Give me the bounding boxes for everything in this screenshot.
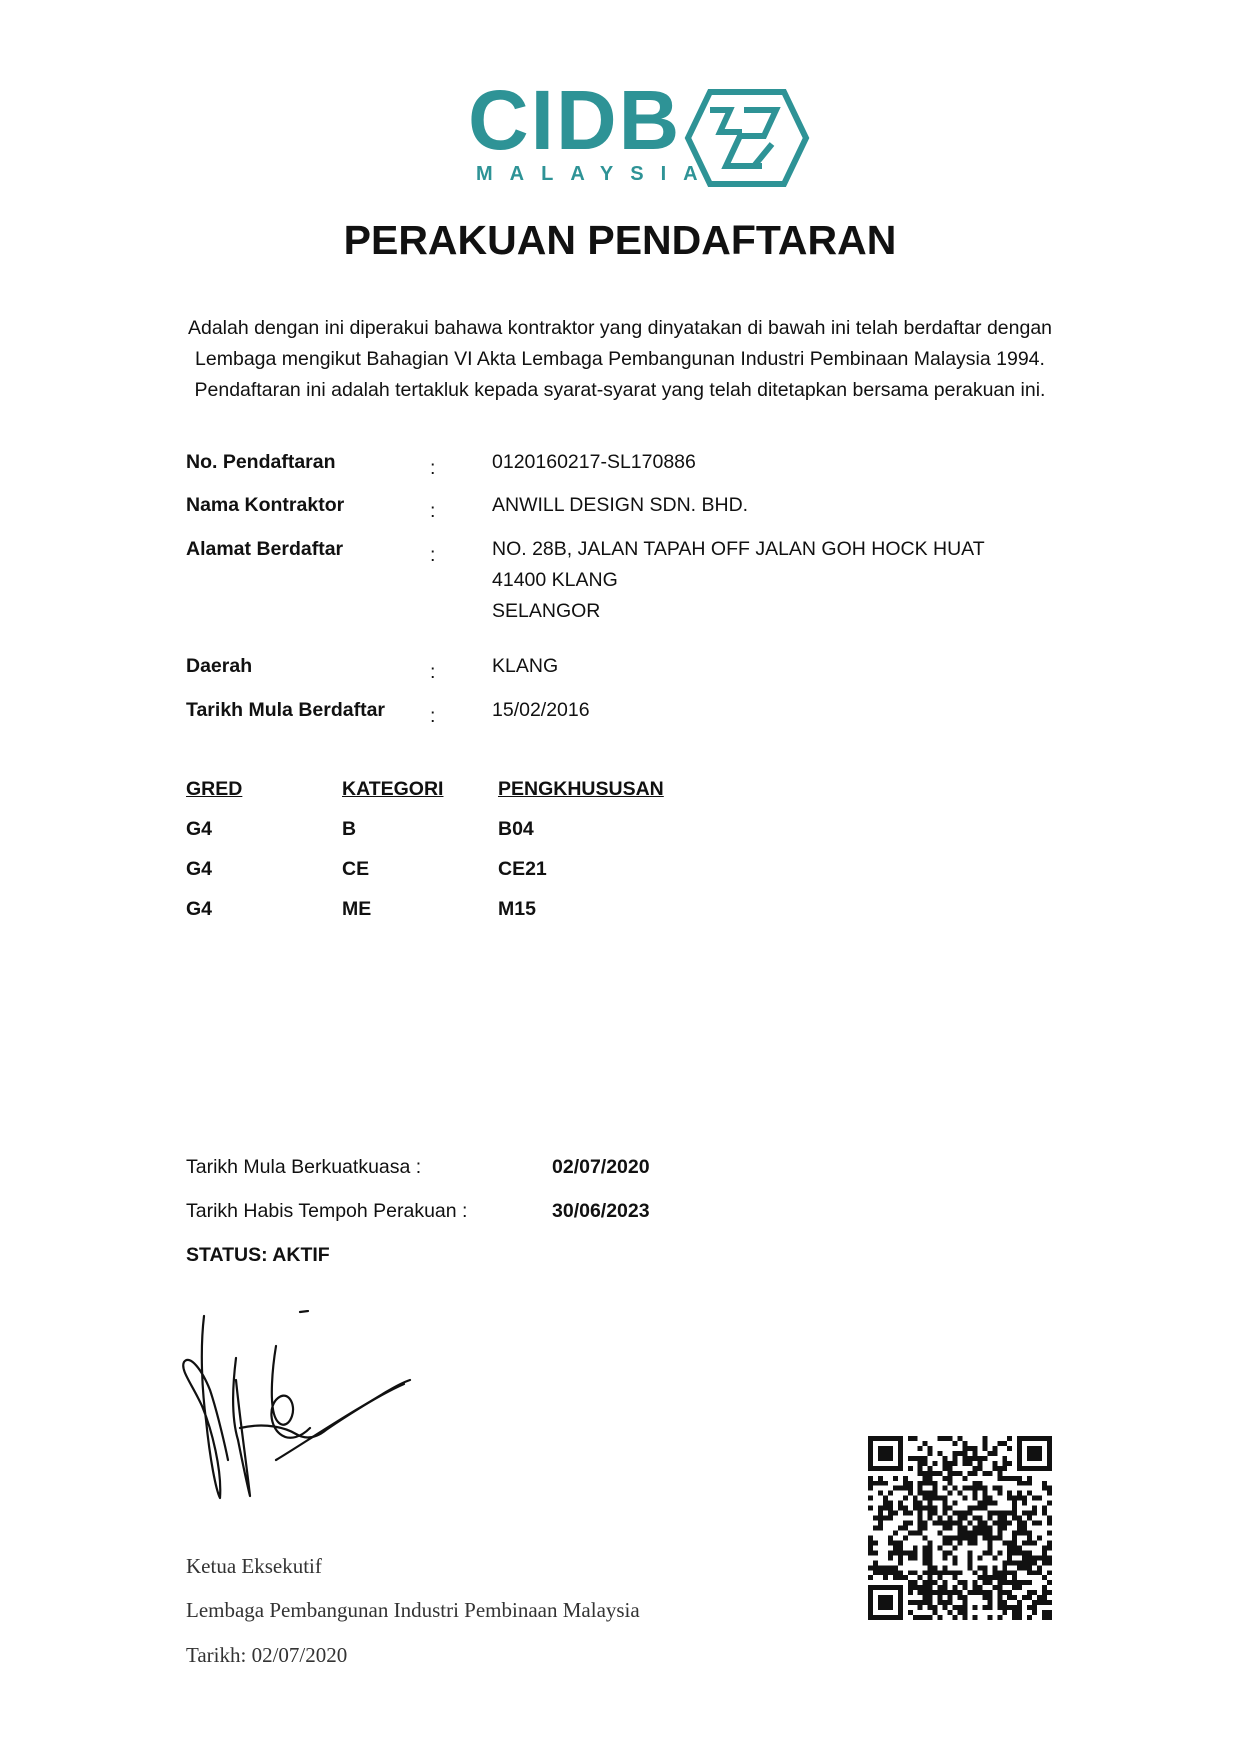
cidb-logo-mark-icon — [680, 88, 810, 188]
address-line: SELANGOR — [492, 600, 601, 622]
grade-cell: G4 — [186, 818, 213, 840]
district-value: KLANG — [492, 655, 559, 677]
expiry-date-label: Tarikh Habis Tempoh Perakuan : — [186, 1200, 468, 1222]
specialization-cell: CE21 — [498, 858, 547, 880]
grade-cell: G4 — [186, 858, 213, 880]
field-colon: : — [430, 544, 436, 566]
category-header: KATEGORI — [342, 778, 444, 800]
signatory-title: Ketua Eksekutif — [186, 1554, 322, 1578]
effective-date-label: Tarikh Mula Berkuatkuasa : — [186, 1156, 422, 1178]
address-label: Alamat Berdaftar — [186, 538, 344, 560]
intro-line: Pendaftaran ini adalah tertakluk kepada syarat-syarat yang telah ditetapkan bersama perakuan ini. — [194, 379, 1046, 401]
status-badge: STATUS: AKTIF — [186, 1244, 330, 1266]
qr-code-icon — [868, 1436, 1052, 1620]
effective-date-value: 02/07/2020 — [552, 1156, 650, 1178]
signatory-organization: Lembaga Pembangunan Industri Pembinaan Malaysia — [186, 1598, 640, 1622]
intro-line: Lembaga mengikut Bahagian VI Akta Lembaga Pembangunan Industri Pembinaan Malaysia 1994. — [195, 348, 1045, 370]
grade-cell: G4 — [186, 898, 213, 920]
reg-no-value: 0120160217-SL170886 — [492, 451, 696, 473]
expiry-date-value: 30/06/2023 — [552, 1200, 650, 1222]
signature-icon — [176, 1310, 416, 1510]
start-date-label: Tarikh Mula Berdaftar — [186, 699, 386, 721]
specialization-cell: B04 — [498, 818, 534, 840]
category-cell: CE — [342, 858, 370, 880]
category-cell: ME — [342, 898, 372, 920]
field-colon: : — [430, 500, 436, 522]
grade-header: GRED — [186, 778, 243, 800]
specialization-cell: M15 — [498, 898, 536, 920]
contractor-name-label: Nama Kontraktor — [186, 494, 345, 516]
district-label: Daerah — [186, 655, 253, 677]
start-date-value: 15/02/2016 — [492, 699, 590, 721]
document-title: PERAKUAN PENDAFTARAN — [343, 217, 897, 263]
address-line: 41400 KLANG — [492, 569, 618, 591]
reg-no-label: No. Pendaftaran — [186, 451, 336, 473]
intro-line: Adalah dengan ini diperakui bahawa kontraktor yang dinyatakan di bawah ini telah berdaftar dengan — [187, 317, 1053, 339]
field-colon: : — [430, 705, 436, 727]
signatory-date: Tarikh: 02/07/2020 — [186, 1643, 348, 1667]
intro-paragraph — [150, 313, 1090, 406]
address-line: NO. 28B, JALAN TAPAH OFF JALAN GOH HOCK HUAT — [492, 538, 985, 560]
field-colon: : — [430, 457, 436, 479]
logo-wordmark: CIDB — [468, 73, 682, 167]
logo-subtitle: MALAYSIA — [476, 163, 715, 185]
contractor-name-value: ANWILL DESIGN SDN. BHD. — [492, 494, 749, 516]
field-colon: : — [430, 661, 436, 683]
specialization-header: PENGKHUSUSAN — [498, 778, 664, 800]
category-cell: B — [342, 818, 357, 840]
